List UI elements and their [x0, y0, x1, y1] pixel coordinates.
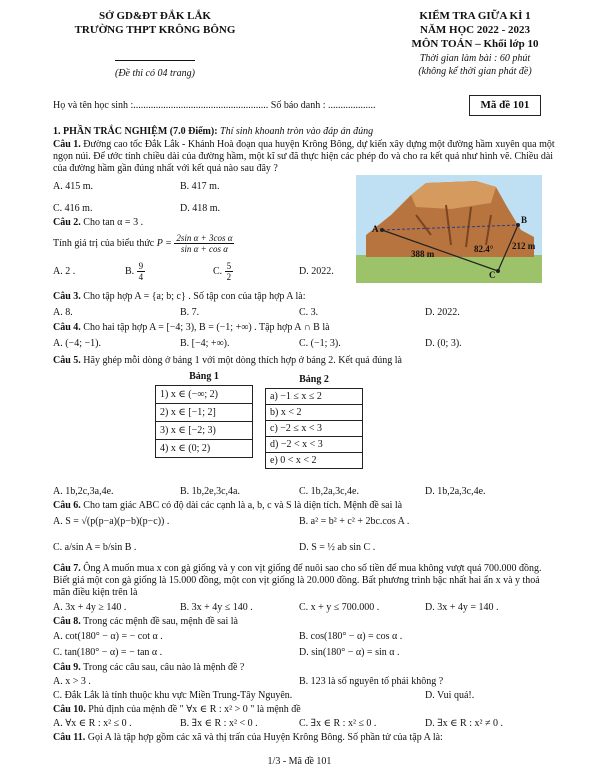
- question-2: [53, 217, 143, 229]
- table-2-row: c) −2 ≤ x < 3: [266, 421, 363, 437]
- q8-text: Trong các mệnh đề sau, mệnh đề sai là: [83, 616, 238, 627]
- table-2-row: d) −2 < x < 3: [266, 437, 363, 453]
- q2-expression: Tính giá trị của biểu thức P = $\frac{\text{2sin α + 3cos α}}{\text{sin α + cos α}}$: [53, 233, 233, 255]
- section-title: [53, 126, 373, 138]
- q2-option-b: [125, 261, 145, 282]
- table-2: [265, 374, 363, 469]
- q5-option-a: A. 1b,2c,3a,4e.: [53, 486, 114, 497]
- q10-option-b: B. ∃x ∈ R : x² < 0 .: [180, 718, 258, 729]
- q2-b-num: 9: [138, 261, 144, 271]
- q3-number: Câu 3.: [53, 291, 81, 302]
- q5-option-d: D. 1b,2a,3c,4e.: [425, 486, 486, 497]
- table-1-row: 3) x ∈ [−2; 3): [156, 422, 253, 440]
- q6-option-b: B. a² = b² + c² + 2bc.cos A .: [299, 516, 410, 527]
- student-info-line: Họ và tên học sinh :...................................................... Số báo danh : ...................: [53, 100, 376, 111]
- q1-option-d: D. 418 m.: [180, 203, 220, 214]
- q3-option-c: C. 3.: [299, 307, 319, 318]
- q5-option-c: C. 1b,2a,3c,4e.: [299, 486, 359, 497]
- q10-option-a: A. ∀x ∈ R : x² ≤ 0 .: [53, 718, 132, 729]
- q4-number: Câu 4.: [53, 322, 81, 333]
- fig-label-a: A: [372, 224, 379, 234]
- exam-code-box: Mã đề 101: [469, 95, 541, 116]
- time-limit: Thời gian làm bài : 60 phút: [419, 53, 531, 64]
- table-2-title: Bảng 2: [299, 374, 329, 385]
- q2-option-a: A. 2 .: [53, 266, 76, 277]
- q6-option-a: A. S = √(p(p−a)(p−b)(p−c)) .: [53, 516, 170, 527]
- question-4: [53, 322, 330, 334]
- q5-option-b: B. 1b,2e,3c,4a.: [180, 486, 240, 497]
- q11-number: Câu 11.: [53, 732, 86, 743]
- table-1-row: 4) x ∈ (0; 2): [156, 440, 253, 458]
- q4-text: Cho hai tập hợp A = [−4; 3), B = (−1; +∞) . Tập hợp A ∩ B là: [83, 322, 330, 333]
- q1-text: Đường cao tốc Đắk Lắk - Khánh Hoà đoạn qua huyện Krông Bông, dự kiến xây dựng một đường hầm xuyên qua một ngọn núi. Để ước tính chiều dài của đường hầm, một kĩ sư đã thực hiện các phép đo và cho ra kết quả như hình vẽ. Chiều dài của đường hầm gần đúng nhất với kết quả nào sau đây ?: [53, 139, 555, 174]
- table-2-row: b) x < 2: [266, 405, 363, 421]
- q2-fraction-den: sin α + cos α: [180, 244, 228, 255]
- q2-expression-intro: Tính giá trị của biểu thức: [53, 238, 155, 249]
- q9-option-b: B. 123 là số nguyên tố phải không ?: [299, 676, 444, 687]
- q2-option-b-fraction: [137, 261, 146, 282]
- q1-option-a: A. 415 m.: [53, 181, 93, 192]
- section-label: 1. PHẦN TRẮC NGHIỆM (7.0 Điểm):: [53, 126, 218, 137]
- q8-option-a: A. cot(180° − α) = − cot α .: [53, 631, 163, 642]
- q9-option-c: C. Đắk Lắk là tỉnh thuộc khu vực Miền Trung-Tây Nguyên.: [53, 690, 293, 701]
- dept-name: SỞ GD&ĐT ĐẮK LẮK: [99, 10, 211, 22]
- q10-option-c: C. ∃x ∈ R : x² ≤ 0 .: [299, 718, 377, 729]
- q4-option-c: C. (−1; 3).: [299, 338, 341, 349]
- q7-option-c: C. x + y ≤ 700.000 .: [299, 602, 380, 613]
- q7-number: Câu 7.: [53, 563, 81, 574]
- question-5: [53, 355, 402, 367]
- pages-note: (Đề thi có 04 trang): [115, 68, 195, 79]
- q8-option-b: B. cos(180° − α) = cos α .: [299, 631, 403, 642]
- table-1: [155, 371, 253, 458]
- table-1-title: Bảng 1: [189, 371, 219, 382]
- q8-number: Câu 8.: [53, 616, 81, 627]
- q11-text: Gọi A là tập hợp gồm các xã và thị trấn của Huyện Krông Bông. Số phần tử của tập A là:: [87, 732, 443, 743]
- question-3: [53, 291, 305, 303]
- q9-text: Trong các câu sau, câu nào là mệnh đề ?: [83, 662, 245, 673]
- q10-number: Câu 10.: [53, 704, 86, 715]
- q7-option-d: D. 3x + 4y = 140 .: [425, 602, 499, 613]
- question-7: [53, 563, 555, 599]
- table-1-row: 1) x ∈ (−∞; 2): [156, 386, 253, 404]
- q1-option-c: C. 416 m.: [53, 203, 93, 214]
- question-11: [53, 732, 443, 744]
- q4-option-a: A. (−4; −1).: [53, 338, 101, 349]
- q5-text: Hãy ghép mỗi dòng ở bảng 1 với một dòng thích hợp ở bảng 2. Kết quả đúng là: [83, 355, 402, 366]
- question-8: [53, 616, 238, 628]
- q2-option-c: [213, 261, 233, 282]
- q4-option-b: B. [−4; +∞).: [180, 338, 230, 349]
- q9-number: Câu 9.: [53, 662, 81, 673]
- fig-angle: 82.4°: [474, 244, 494, 254]
- q3-option-d: D. 2022.: [425, 307, 460, 318]
- table-2-row: a) −1 ≤ x ≤ 2: [266, 389, 363, 405]
- q5-number: Câu 5.: [53, 355, 81, 366]
- q2-text: Cho tan α = 3 .: [83, 217, 144, 228]
- table-2-row: e) 0 < x < 2: [266, 453, 363, 469]
- q2-c-den: 2: [226, 272, 232, 282]
- header-divider: [115, 60, 195, 61]
- table-1-row: 2) x ∈ [−1; 2]: [156, 404, 253, 422]
- q10-text: Phủ định của mệnh đề " ∀x ∈ R : x² > 0 " là mệnh đề: [88, 704, 301, 715]
- question-1: [53, 139, 555, 175]
- q6-number: Câu 6.: [53, 500, 81, 511]
- page-footer: 1/3 - Mã đề 101: [267, 756, 332, 767]
- q2-fraction: [174, 233, 234, 254]
- fig-distance: 388 m: [411, 249, 435, 259]
- q1-option-b: B. 417 m.: [180, 181, 220, 192]
- q6-text: Cho tam giác ABC có độ dài các cạnh là a, b, c và S là diện tích. Mệnh đề sai là: [83, 500, 403, 511]
- q6-option-d: D. S = ½ ab sin C .: [299, 542, 376, 553]
- q2-fraction-num: 2sin α + 3cos α: [176, 233, 233, 244]
- q3-option-a: A. 8.: [53, 307, 73, 318]
- time-note: (không kể thời gian phát đề): [418, 66, 532, 77]
- q8-option-d: D. sin(180° − α) = sin α .: [299, 647, 400, 658]
- q2-option-c-fraction: [225, 261, 234, 282]
- q3-option-b: B. 7.: [180, 307, 200, 318]
- section-instruction: Thí sinh khoanh tròn vào đáp án đúng: [220, 126, 374, 137]
- q7-option-b: B. 3x + 4y ≤ 140 .: [180, 602, 253, 613]
- question-6: [53, 500, 402, 512]
- q9-option-a: A. x > 3 .: [53, 676, 91, 687]
- q2-option-c-label: C.: [213, 265, 223, 277]
- subject: MÔN TOÁN – Khối lớp 10: [411, 38, 539, 50]
- question-10: [53, 704, 301, 716]
- q6-option-c: C. a/sin A = b/sin B .: [53, 542, 137, 553]
- q1-number: Câu 1.: [53, 139, 81, 150]
- fig-height: 212 m: [512, 241, 536, 251]
- q2-option-b-label: B.: [125, 265, 135, 277]
- q7-option-a: A. 3x + 4y ≥ 140 .: [53, 602, 127, 613]
- fig-label-b: B: [521, 215, 528, 225]
- q2-option-d: D. 2022.: [299, 266, 334, 277]
- exam-title: KIỂM TRA GIỮA KÌ 1: [419, 10, 531, 22]
- q4-option-d: D. (0; 3).: [425, 338, 462, 349]
- q2-b-den: 4: [138, 272, 144, 282]
- q3-text: Cho tập hợp A = {a; b; c} . Số tập con của tập hợp A là:: [83, 291, 306, 302]
- q8-option-c: C. tan(180° − α) = − tan α .: [53, 647, 163, 658]
- school-name: TRƯỜNG THPT KRÔNG BÔNG: [74, 24, 236, 36]
- q2-c-num: 5: [226, 261, 232, 271]
- fig-label-c: C: [489, 270, 496, 280]
- school-year: NĂM HỌC 2022 - 2023: [420, 24, 530, 36]
- mountain-figure: [356, 175, 542, 283]
- q2-number: Câu 2.: [53, 217, 81, 228]
- q10-option-d: D. ∃x ∈ R : x² ≠ 0 .: [425, 718, 503, 729]
- q9-option-d: D. Vui quá!.: [425, 690, 475, 701]
- question-9: [53, 662, 244, 674]
- q7-text: Ông A muốn mua x con gà giống và y con vịt giống để nuôi sao cho số tiền để mua không vượt quá 700.000 đồng. Biết giá một con gà giống là 15.000 đồng, một con vịt giống là 20.000 đồng. Bất phương trình bậc nhất hai ẩn x và y thoả mãn điều kiện trên là: [53, 563, 542, 598]
